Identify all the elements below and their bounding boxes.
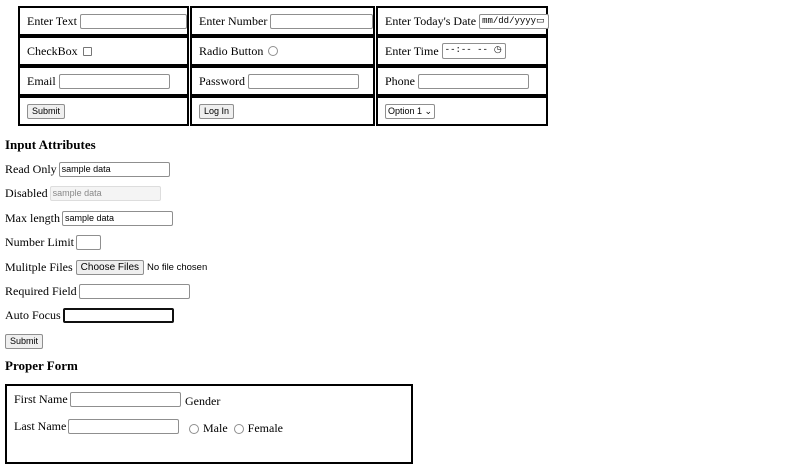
first-name-label: First Name <box>14 392 68 406</box>
max-length-label: Max length <box>5 211 60 225</box>
enter-date-label: Enter Today's Date <box>385 13 477 28</box>
max-length-input[interactable]: sample data <box>62 211 173 226</box>
password-input[interactable] <box>248 74 359 89</box>
read-only-input[interactable]: sample data <box>59 162 170 177</box>
cell-enter-date <box>376 6 548 36</box>
male-label: Male <box>203 421 228 435</box>
number-input[interactable] <box>270 14 373 29</box>
radio-button[interactable] <box>268 46 278 56</box>
multiple-files-label: Mulitple Files <box>5 260 73 274</box>
input-attributes-heading: Input Attributes <box>5 137 96 152</box>
required-field-input[interactable] <box>79 284 190 299</box>
first-name-input[interactable] <box>70 392 181 407</box>
required-field-label: Required Field <box>5 284 77 298</box>
auto-focus-input[interactable] <box>63 308 174 323</box>
cell-checkbox <box>18 36 189 66</box>
disabled-input: sample data <box>50 186 161 201</box>
time-input[interactable] <box>442 43 506 59</box>
phone-input[interactable] <box>418 74 529 89</box>
female-radio[interactable] <box>234 424 244 434</box>
male-radio[interactable] <box>189 424 199 434</box>
auto-focus-label: Auto Focus <box>5 308 61 322</box>
number-limit-input[interactable] <box>76 235 101 250</box>
last-name-label: Last Name <box>14 419 67 433</box>
time-placeholder: --:-- -- <box>444 45 488 55</box>
enter-time-label: Enter Time <box>385 43 439 58</box>
enter-text-label: Enter Text <box>27 13 77 28</box>
phone-label: Phone <box>385 73 415 88</box>
choose-files-button[interactable]: Choose Files <box>76 260 144 275</box>
checkbox[interactable] <box>83 47 92 56</box>
date-placeholder: mm/dd/yyyy <box>482 15 537 26</box>
cell-login <box>190 96 375 126</box>
date-input[interactable] <box>479 14 549 29</box>
read-only-label: Read Only <box>5 162 57 176</box>
password-label: Password <box>199 73 246 88</box>
clock-icon[interactable]: ◷ <box>493 45 502 55</box>
attributes-submit-button[interactable]: Submit <box>5 334 43 349</box>
submit-button[interactable]: Submit <box>27 104 65 119</box>
checkbox-label: CheckBox <box>27 43 78 58</box>
last-name-input[interactable] <box>68 419 179 434</box>
select-value: Option 1 <box>388 105 423 116</box>
proper-form <box>5 384 413 464</box>
gender-label: Gender <box>185 394 221 408</box>
no-file-text: No file chosen <box>147 262 208 273</box>
cell-enter-number <box>190 6 375 36</box>
number-limit-label: Number Limit <box>5 235 74 249</box>
text-input[interactable] <box>80 14 187 29</box>
calendar-icon[interactable]: ▭ <box>536 15 545 26</box>
cell-email <box>18 66 189 96</box>
enter-number-label: Enter Number <box>199 13 268 28</box>
cell-submit <box>18 96 189 126</box>
cell-password <box>190 66 375 96</box>
cell-enter-time <box>376 36 548 66</box>
cell-select <box>376 96 548 126</box>
radio-label: Radio Button <box>199 43 264 58</box>
proper-form-heading: Proper Form <box>5 358 78 373</box>
cell-phone <box>376 66 548 96</box>
email-input[interactable] <box>59 74 170 89</box>
female-label: Female <box>247 421 283 435</box>
cell-enter-text <box>18 6 189 36</box>
cell-radio <box>190 36 375 66</box>
disabled-label: Disabled <box>5 186 48 200</box>
chevron-down-icon: ⌄ <box>424 105 433 116</box>
option-select[interactable] <box>385 104 435 119</box>
email-label: Email <box>27 73 56 88</box>
login-button[interactable]: Log In <box>199 104 234 119</box>
